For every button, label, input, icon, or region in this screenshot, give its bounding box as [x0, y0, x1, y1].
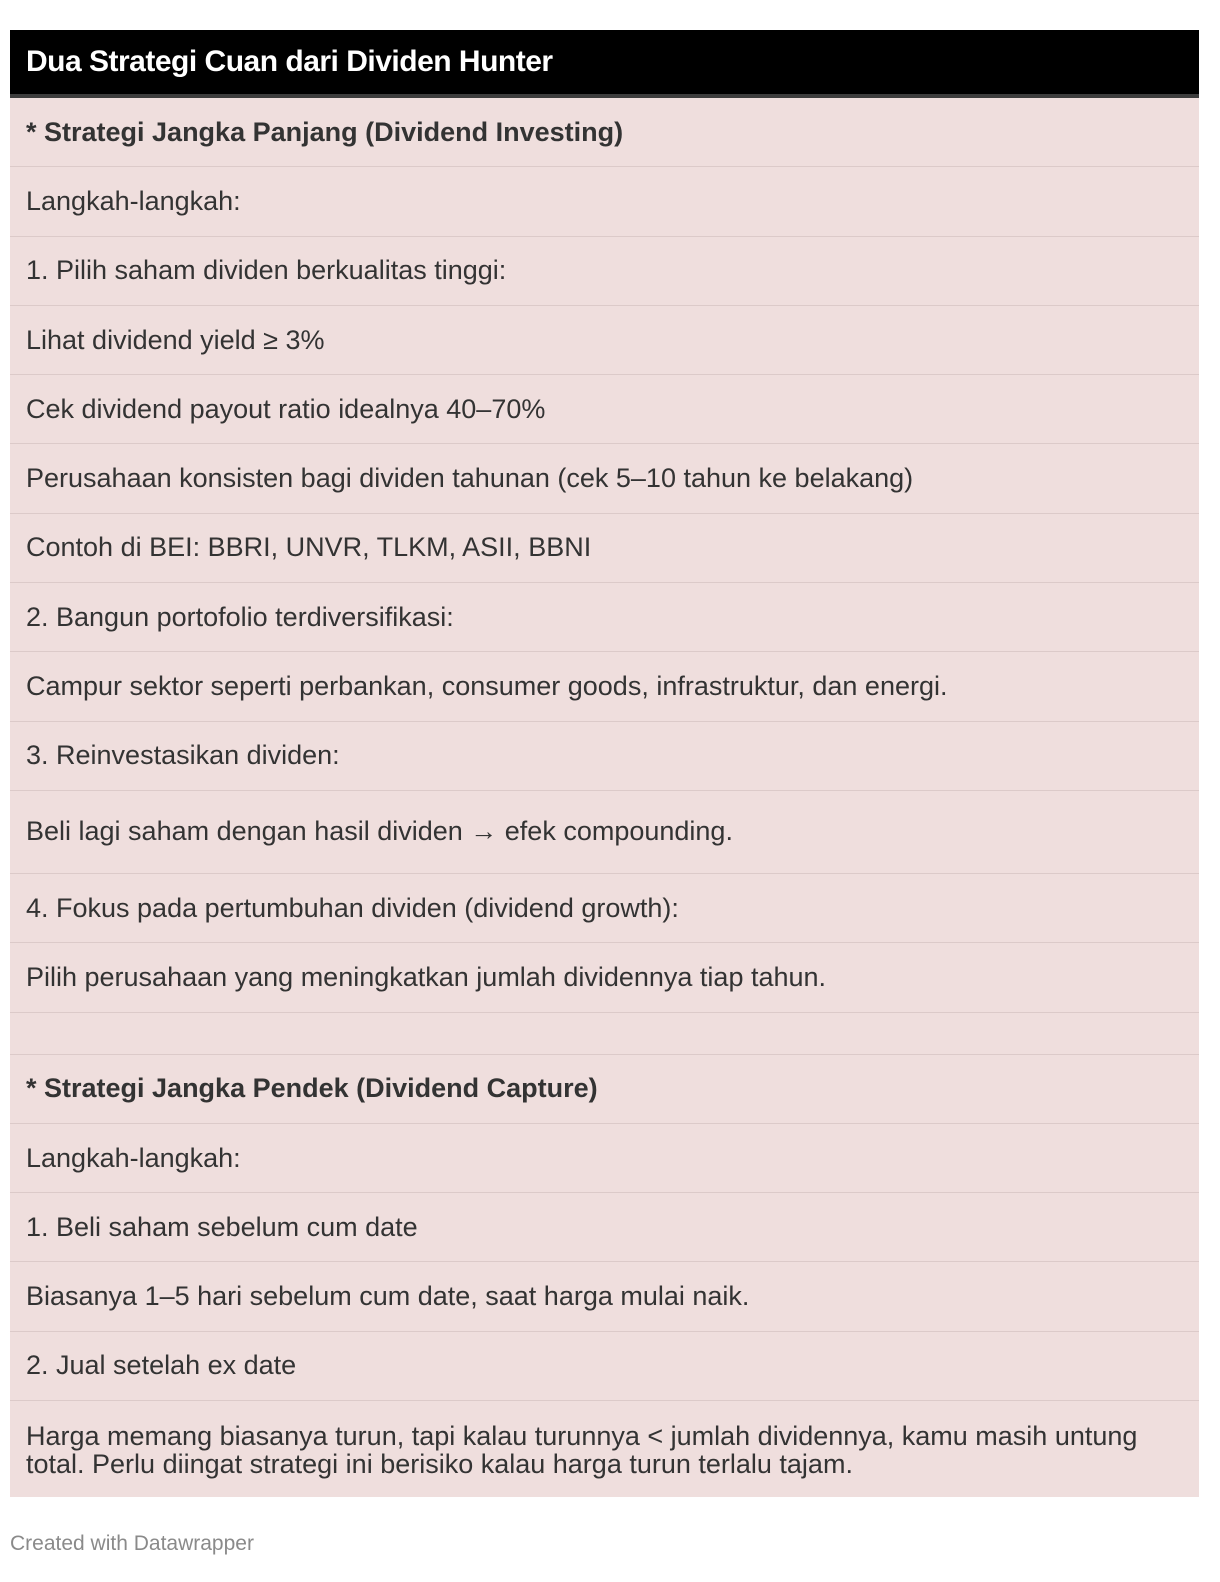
table-title: Dua Strategi Cuan dari Dividen Hunter — [10, 30, 1199, 98]
table-row: 1. Beli saham sebelum cum date — [10, 1193, 1199, 1262]
datawrapper-credit[interactable]: Created with Datawrapper — [10, 1532, 254, 1555]
table-row: Langkah-langkah: — [10, 167, 1199, 236]
table-row: Cek dividend payout ratio idealnya 40–70% — [10, 375, 1199, 444]
table-row: Lihat dividend yield ≥ 3% — [10, 306, 1199, 375]
table-row: Beli lagi saham dengan hasil dividen → efek compounding. — [10, 791, 1199, 874]
table-row: Biasanya 1–5 hari sebelum cum date, saat harga mulai naik. — [10, 1262, 1199, 1331]
table-row: 2. Jual setelah ex date — [10, 1332, 1199, 1401]
table-row: Harga memang biasanya turun, tapi kalau turunnya < jumlah dividennya, kamu masih untung total. Perlu diingat strategi ini berisiko kalau harga turun terlalu tajam. — [10, 1401, 1199, 1497]
table-row: Langkah-langkah: — [10, 1124, 1199, 1193]
table-row: Contoh di BEI: BBRI, UNVR, TLKM, ASII, BBNI — [10, 514, 1199, 583]
table-row: 4. Fokus pada pertumbuhan dividen (dividend growth): — [10, 874, 1199, 943]
table-row: * Strategi Jangka Panjang (Dividend Investing) — [10, 98, 1199, 167]
table-row-spacer — [10, 1013, 1199, 1055]
table-row: 2. Bangun portofolio terdiversifikasi: — [10, 583, 1199, 652]
table-row: 1. Pilih saham dividen berkualitas tinggi: — [10, 237, 1199, 306]
table-row: Perusahaan konsisten bagi dividen tahunan (cek 5–10 tahun ke belakang) — [10, 444, 1199, 513]
table-row: 3. Reinvestasikan dividen: — [10, 722, 1199, 791]
table-row: Pilih perusahaan yang meningkatkan jumlah dividennya tiap tahun. — [10, 943, 1199, 1012]
table-row: Campur sektor seperti perbankan, consumer goods, infrastruktur, dan energi. — [10, 652, 1199, 721]
table-row: * Strategi Jangka Pendek (Dividend Capture) — [10, 1055, 1199, 1124]
strategy-table — [10, 30, 1199, 1497]
